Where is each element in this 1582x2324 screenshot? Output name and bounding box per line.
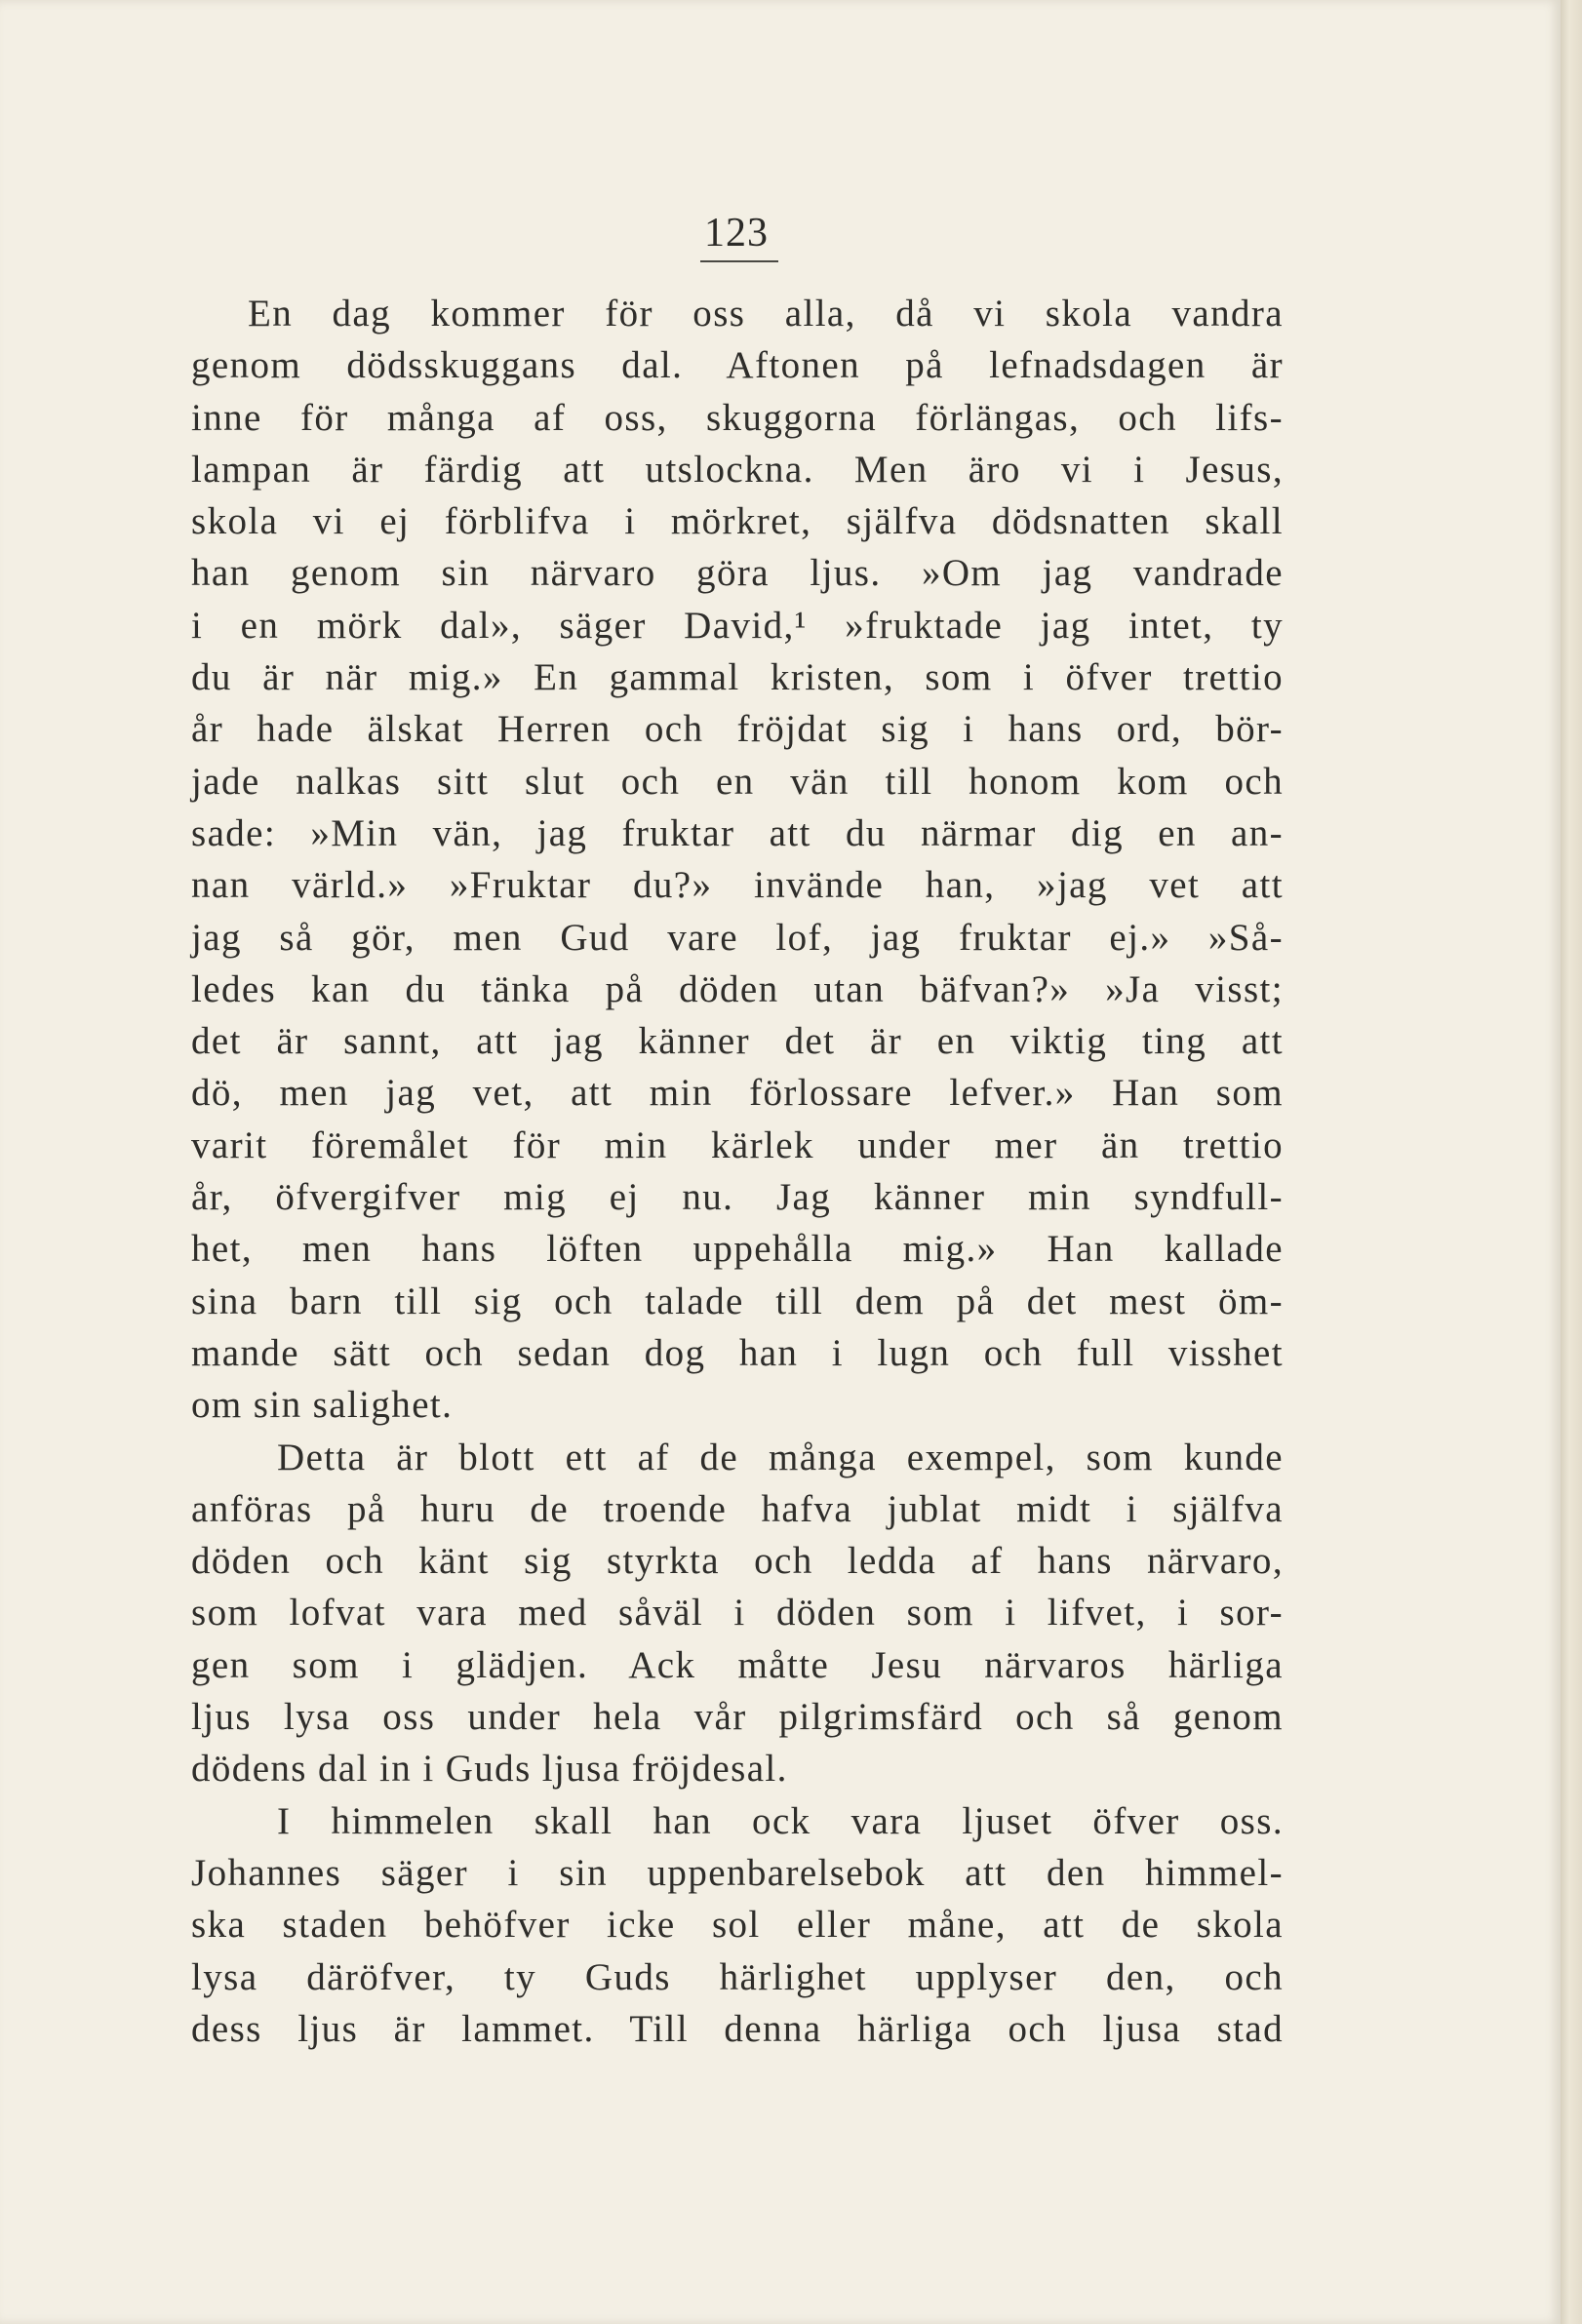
page-edge — [1561, 0, 1582, 2324]
text-line: sina barn till sig och talade till dem på det mest öm- — [191, 1280, 1284, 1322]
text-line: ljus lysa oss under hela vår pilgrimsfärd och så genom — [191, 1696, 1284, 1739]
text-line: varit föremålet för min kärlek under mer än trettio — [191, 1123, 1284, 1166]
paragraph-1 — [191, 288, 1284, 1432]
text-line: I himmelen skall han ock vara ljuset öfver oss. — [277, 1799, 1284, 1842]
text-line: anföras på huru de troende hafva jublat midt i själfva — [191, 1487, 1284, 1530]
text-line: i en mörk dal», säger David,¹ »fruktade jag intet, ty — [191, 604, 1284, 647]
text-line: dödens dal in i Guds ljusa fröjdesal. — [191, 1748, 788, 1791]
text-line: gen som i glädjen. Ack måtte Jesu närvaros härliga — [191, 1643, 1284, 1686]
paragraph-2 — [191, 1432, 1284, 1795]
text-line: som lofvat vara med såväl i döden som i lifvet, i sor- — [191, 1592, 1284, 1635]
text-line: lampan är färdig att utslockna. Men äro vi i Jesus, — [191, 448, 1284, 491]
text-line: jag så gör, men Gud vare lof, jag fruktar ej.» »Så- — [191, 916, 1284, 959]
text-line: sade: »Min vän, jag fruktar att du närmar dig en an- — [191, 811, 1284, 854]
page-number-underline — [700, 260, 778, 262]
text-line: lysa däröfver, ty Guds härlighet upplyser den, och — [191, 1955, 1284, 1998]
text-line: dö, men jag vet, att min förlossare lefver.» Han som — [191, 1072, 1284, 1115]
text-line: om sin salighet. — [191, 1384, 454, 1427]
paragraph-3 — [191, 1795, 1284, 2055]
text-line: du är när mig.» En gammal kristen, som i öfver trettio — [191, 656, 1284, 699]
text-line: det är sannt, att jag känner det är en viktig ting att — [191, 1020, 1284, 1063]
text-line: En dag kommer för oss alla, då vi skola vandra — [248, 293, 1284, 335]
text-line: Johannes säger i sin uppenbarelsebok att den himmel- — [191, 1851, 1284, 1894]
text-line: år, öfvergifver mig ej nu. Jag känner min syndfull- — [191, 1176, 1284, 1219]
text-line: jade nalkas sitt slut och en vän till honom kom och — [191, 760, 1284, 803]
body-text — [191, 288, 1284, 2055]
text-line: het, men hans löften uppehålla mig.» Han kallade — [191, 1228, 1284, 1271]
text-line: mande sätt och sedan dog han i lugn och full visshet — [191, 1331, 1284, 1374]
text-line: Detta är blott ett af de många exempel, som kunde — [277, 1436, 1284, 1478]
text-line: inne för många af oss, skuggorna förlängas, och lifs- — [191, 396, 1284, 439]
text-line: ledes kan du tänka på döden utan bäfvan?» »Ja visst; — [191, 967, 1284, 1010]
text-line: döden och känt sig styrkta och ledda af hans närvaro, — [191, 1540, 1284, 1583]
text-line: år hade älskat Herren och fröjdat sig i hans ord, bör- — [191, 708, 1284, 751]
text-line: dess ljus är lammet. Till denna härliga och ljusa stad — [191, 2007, 1284, 2050]
text-line: genom dödsskuggans dal. Aftonen på lefnadsdagen är — [191, 344, 1284, 387]
text-line: ska staden behöfver icke sol eller måne, att de skola — [191, 1904, 1284, 1947]
page-number: 123 — [704, 211, 769, 256]
text-line: han genom sin närvaro göra ljus. »Om jag vandrade — [191, 552, 1284, 595]
text-line: skola vi ej förblifva i mörkret, själfva dödsnatten skall — [191, 500, 1284, 543]
text-line: nan värld.» »Fruktar du?» invände han, »jag vet att — [191, 864, 1284, 907]
